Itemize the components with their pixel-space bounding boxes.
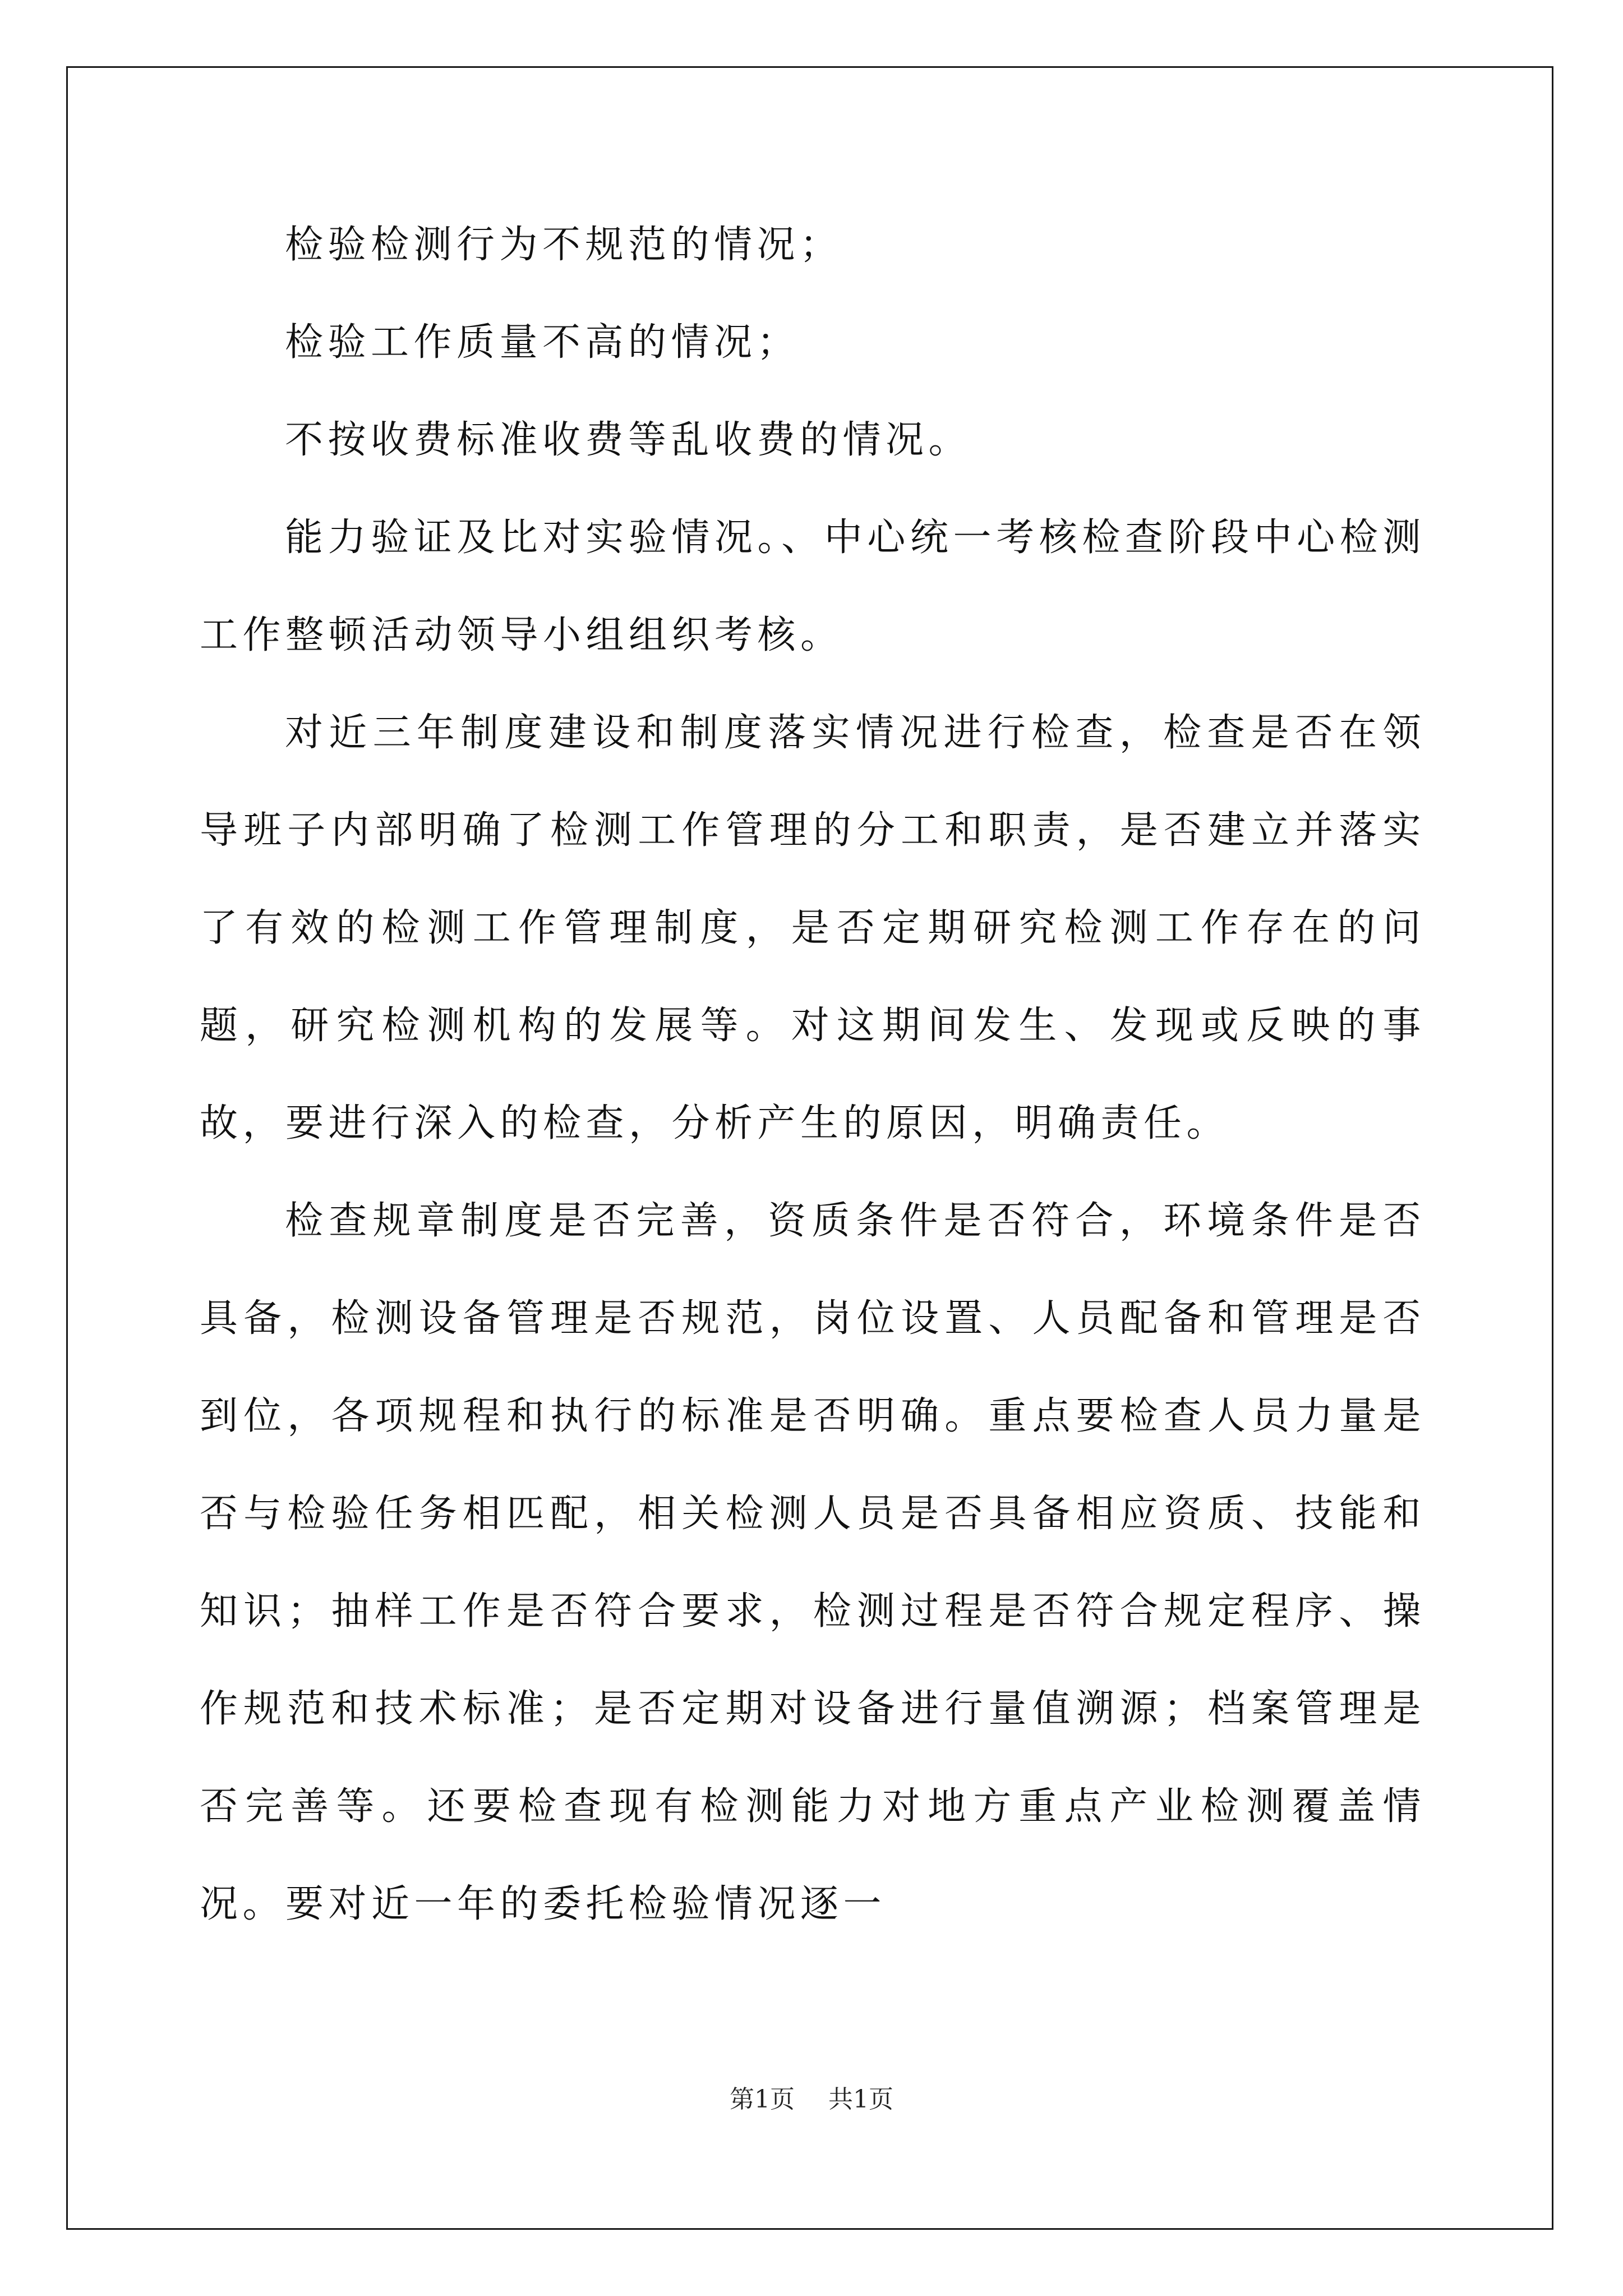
page-footer <box>0 2083 1623 2116</box>
paragraph: 检验检测行为不规范的情况； <box>285 223 843 267</box>
page-total: 共1页 <box>828 2085 893 2114</box>
document-body <box>200 196 1426 1953</box>
paragraph: 不按收费标准收费等乱收费的情况。 <box>285 418 972 462</box>
page-number: 第1页 <box>730 2085 795 2114</box>
paragraph: 检验工作质量不高的情况； <box>285 320 800 365</box>
paragraph: 检查规章制度是否完善，资质条件是否符合，环境条件是否具备，检测设备管理是否规范，岗位设置、人员配备和管理是否到位，各项规程和执行的标准是否明确。重点要检查人员力量是否与检验任务相匹配，相关检测人员是否具备相应资质、技能和知识；抽样工作是否符合要求，检测过程是否符合规定程序、操作规范和技术标准；是否定期对设备进行量值溯源；档案管理是否完善等。还要检查现有检测能力对地方重点产业检测覆盖情况。要对近一年的委托检验情况逐一 <box>200 1199 1426 1926</box>
paragraph: 对近三年制度建设和制度落实情况进行检查，检查是否在领导班子内部明确了检测工作管理的分工和职责，是否建立并落实了有效的检测工作管理制度，是否定期研究检测工作存在的问题，研究检测机构的发展等。对这期间发生、发现或反映的事故，要进行深入的检查，分析产生的原因，明确责任。 <box>200 711 1426 1145</box>
paragraph: 能力验证及比对实验情况。、中心统一考核检查阶段中心检测工作整顿活动领导小组组织考核。 <box>200 516 1426 657</box>
